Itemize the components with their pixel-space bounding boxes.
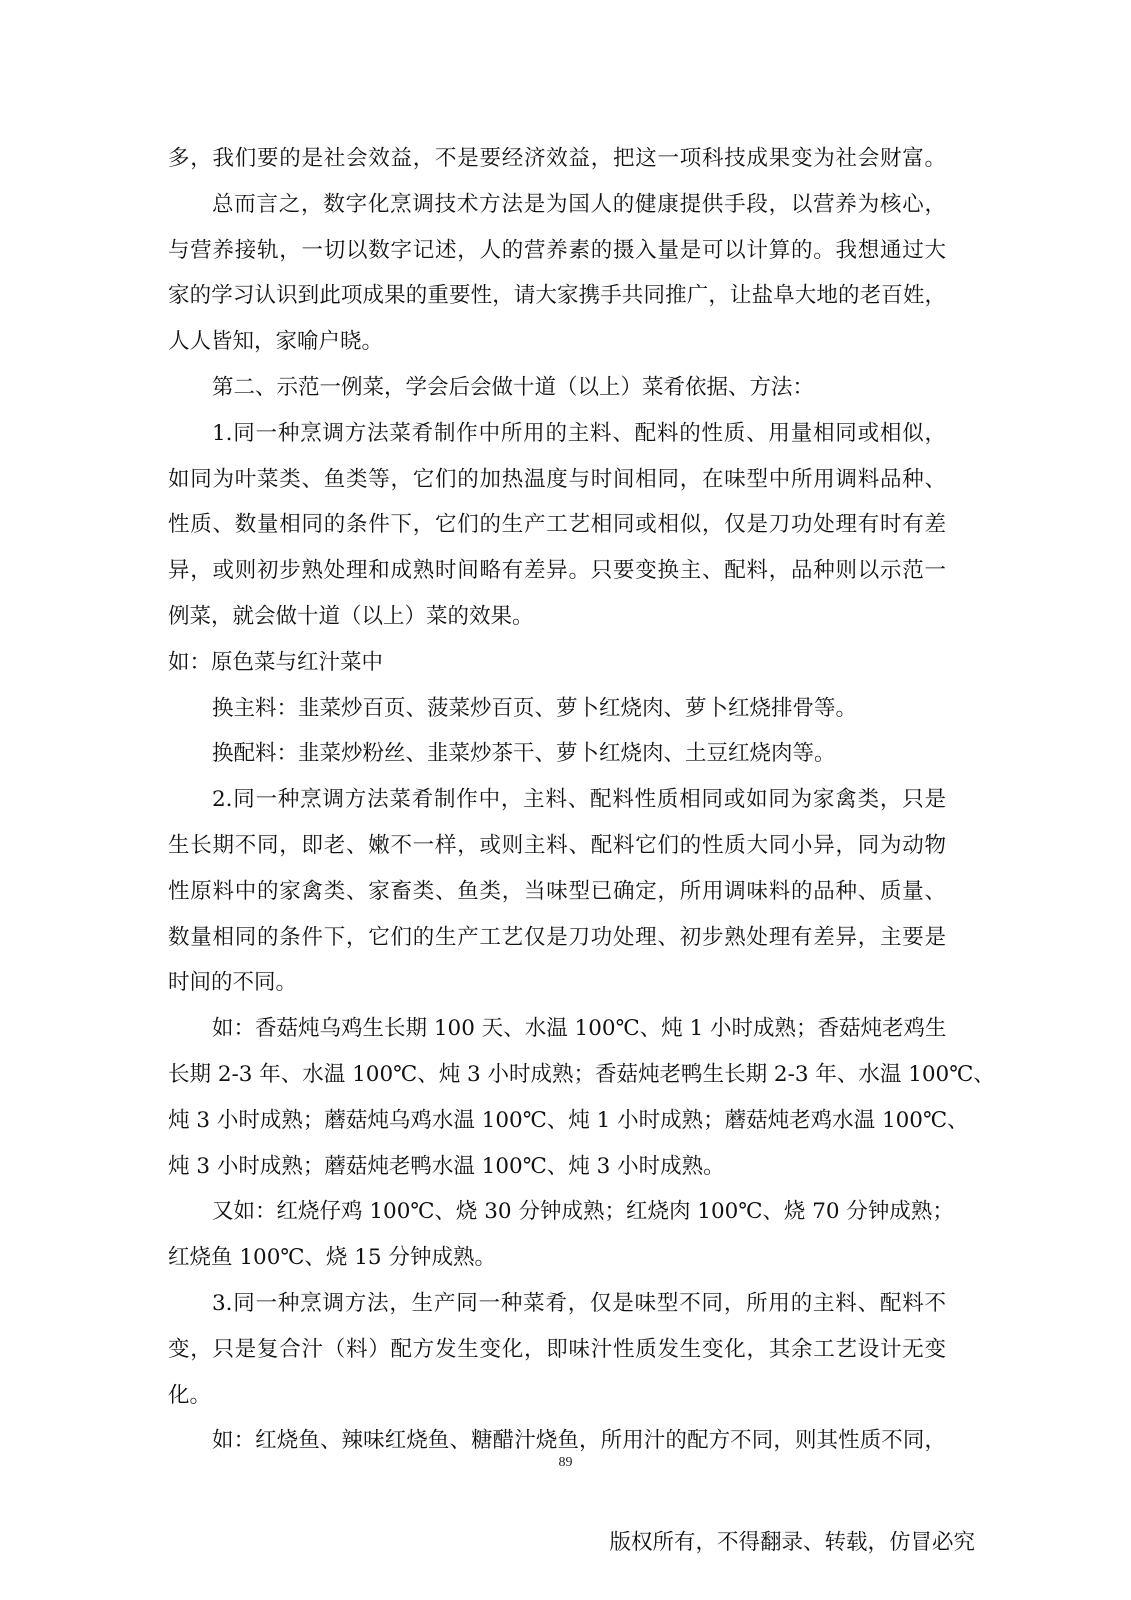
text-line: 长期 2-3 年、水温 100℃、炖 3 小时成熟；香菇炖老鸭生长期 2-3 年、水温 100℃、: [168, 1061, 995, 1087]
text-line: 如：香菇炖乌鸡生长期 100 天、水温 100℃、炖 1 小时成熟；香菇炖老鸡生: [212, 1016, 947, 1042]
text-line: 总而言之，数字化烹调技术方法是为国人的健康提供手段，以营养为核心，: [212, 191, 946, 217]
text-line: 化。: [168, 1382, 212, 1408]
text-line: 性质、数量相同的条件下，它们的生产工艺相同或相似，仅是刀功处理有时有差: [168, 512, 946, 538]
text-line: 如：红烧鱼、辣味红烧鱼、糖醋汁烧鱼，所用汁的配方不同，则其性质不同，: [212, 1428, 946, 1454]
text-line: 性原料中的家禽类、家畜类、鱼类，当味型已确定，所用调味料的品种、质量、: [168, 878, 946, 904]
page-number: 89: [558, 1455, 573, 1470]
text-line: 2.同一种烹调方法菜肴制作中，主料、配料性质相同或如同为家禽类，只是: [212, 787, 946, 813]
text-line: 换主料：韭菜炒百页、菠菜炒百页、萝卜红烧肉、萝卜红烧排骨等。: [212, 695, 858, 721]
text-line: 数量相同的条件下，它们的生产工艺仅是刀功处理、初步熟处理有差异，主要是: [168, 924, 946, 950]
text-line: 生长期不同，即老、嫩不一样，或则主料、配料它们的性质大同小异，同为动物: [168, 832, 946, 858]
text-line: 换配料：韭菜炒粉丝、韭菜炒茶干、萝卜红烧肉、土豆红烧肉等。: [212, 741, 836, 767]
text-line: 变，只是复合汁（料）配方发生变化，即味汁性质发生变化，其余工艺设计无变: [168, 1336, 946, 1362]
body-text: [168, 136, 995, 1464]
text-line: 如：原色菜与红汁菜中: [168, 649, 384, 675]
text-line: 家的学习认识到此项成果的重要性，请大家携手共同推广，让盐阜大地的老百姓，: [168, 283, 946, 309]
copyright-notice: 版权所有，不得翻录、转载，仿冒必究: [609, 1530, 975, 1555]
text-line: 异，或则初步熟处理和成熟时间略有差异。只要变换主、配料，品种则以示范一: [168, 558, 946, 584]
text-line: 3.同一种烹调方法，生产同一种菜肴，仅是味型不同，所用的主料、配料不: [212, 1290, 946, 1316]
text-line: 如同为叶菜类、鱼类等，它们的加热温度与时间相同，在味型中所用调料品种、: [168, 466, 946, 492]
text-line: 与营养接轨，一切以数字记述，人的营养素的摄入量是可以计算的。我想通过大: [168, 237, 946, 263]
text-line: 人人皆知，家喻户晓。: [168, 329, 384, 355]
text-line: 时间的不同。: [168, 970, 298, 996]
section-heading: 第二、示范一例菜，学会后会做十道（以上）菜肴依据、方法：: [212, 374, 815, 400]
text-line: 例菜，就会做十道（以上）菜的效果。: [168, 603, 534, 629]
text-line: 炖 3 小时成熟；蘑菇炖老鸭水温 100℃、炖 3 小时成熟。: [168, 1153, 725, 1179]
text-line: 多，我们要的是社会效益，不是要经济效益，把这一项科技成果变为社会财富。: [168, 146, 946, 171]
text-line: 1.同一种烹调方法菜肴制作中所用的主料、配料的性质、用量相同或相似，: [212, 420, 946, 446]
text-line: 又如：红烧仔鸡 100℃、烧 30 分钟成熟；红烧肉 100℃、烧 70 分钟成熟；: [212, 1199, 954, 1225]
text-line: 炖 3 小时成熟；蘑菇炖乌鸡水温 100℃、炖 1 小时成熟；蘑菇炖老鸡水温 100℃、: [168, 1107, 969, 1133]
text-line: 红烧鱼 100℃、烧 15 分钟成熟。: [168, 1245, 496, 1271]
